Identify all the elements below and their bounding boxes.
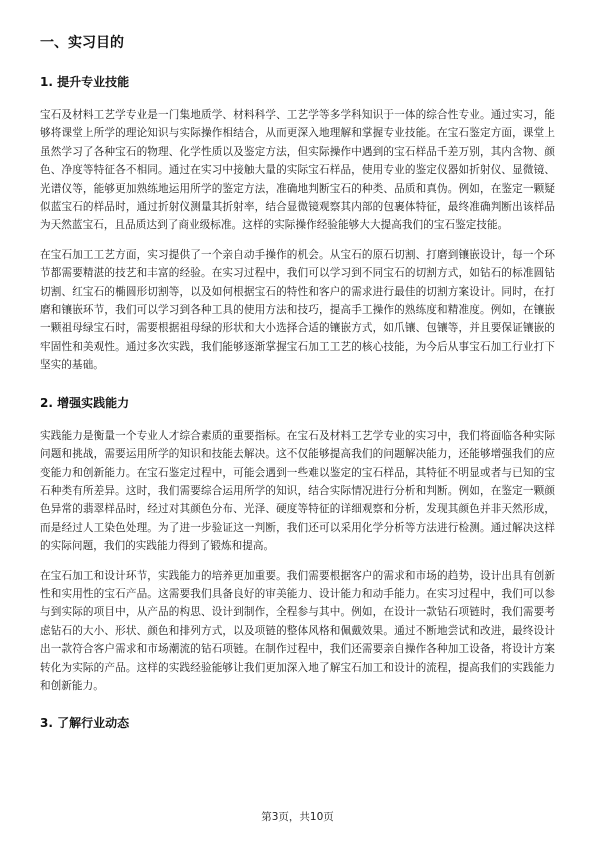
subsection-heading: 2. 增强实践能力 [40, 395, 130, 410]
body-paragraph: 宝石及材料工艺学专业是一门集地质学、材料科学、工艺学等多学科知识于一体的综合性专业。通过实习，能够将课堂上所学的理论知识与实际操作相结合，从而更深入地理解和掌握专业技能。在宝石鉴定方面，课堂上虽然学习了各种宝石的物理、化学性质以及鉴定方法，但实际操作中遇到的宝石样品千差万别，其内含物、颜色、净度等特征各不相同。通过在实习中接触大量的实际宝石样品，使用专业的鉴定仪器如折射仪、显微镜、光谱仪等，能够更加熟练地运用所学的鉴定方法，准确地判断宝石的种类、品质和真伪。例如，在鉴定一颗疑似蓝宝石的样品时，通过折射仪测量其折射率，结合显微镜观察其内部的包裹体特征，最终准确判断出该样品为天然蓝宝石，且品质达到了商业级标准。这样的实际操作经验能够大大提高我们的宝石鉴定技能。 [40, 109, 555, 232]
section-heading: 一、实习目的 [40, 35, 124, 51]
subsection-heading: 3. 了解行业动态 [40, 716, 130, 731]
body-paragraph: 在宝石加工和设计环节，实践能力的培养更加重要。我们需要根据客户的需求和市场的趋势，设计出具有创新性和实用性的宝石产品。这需要我们具备良好的审美能力、设计能力和动手能力。在实习过程中，我们可以参与到实际的项目中，从产品的构思、设计到制作，全程参与其中。例如，在设计一款钻石项链时，我们需要考虑钻石的大小、形状、颜色和排列方式，以及项链的整体风格和佩戴效果。通过不断地尝试和改进，最终设计出一款符合客户需求和市场潮流的钻石项链。在制作过程中，我们还需要亲自操作各种加工设备，将设计方案转化为实际的产品。这样的实践经验能够让我们更加深入地了解宝石加工和设计的流程，提高我们的实践能力和创新能力。 [40, 569, 555, 692]
body-paragraph: 实践能力是衡量一个专业人才综合素质的重要指标。在宝石及材料工艺学专业的实习中，我们将面临各种实际问题和挑战，需要运用所学的知识和技能去解决。这不仅能够提高我们的问题解决能力，还能够增强我们的应变能力和创新能力。在宝石鉴定过程中，可能会遇到一些难以鉴定的宝石样品，其特征不明显或者与已知的宝石种类有所差异。这时，我们需要综合运用所学的知识，结合实际情况进行分析和判断。例如，在鉴定一颗颜色异常的翡翠样品时，经过对其颜色分布、光泽、硬度等特征的详细观察和分析，发现其颜色并非天然形成，而是经过人工染色处理。为了进一步验证这一判断，我们还可以采用化学分析等方法进行检测。通过解决这样的实际问题，我们的实践能力得到了锻炼和提高。 [40, 429, 555, 553]
subsection-heading: 1. 提升专业技能 [40, 75, 130, 89]
page-number: 第3页，共10页 [261, 811, 334, 823]
body-paragraph: 在宝石加工工艺方面，实习提供了一个亲自动手操作的机会。从宝石的原石切割、打磨到镶嵌设计，每一个环节都需要精湛的技艺和丰富的经验。在实习过程中，我们可以学习到不同宝石的切割方式，如钻石的标准圆钻切割、红宝石的椭圆形切割等，以及如何根据宝石的特性和客户的需求进行最佳的切割方案设计。同时，在打磨和镶嵌环节，我们可以学习到各种工具的使用方法和技巧，提高手工操作的熟练度和精准度。例如，在镶嵌一颗祖母绿宝石时，需要根据祖母绿的形状和大小选择合适的镶嵌方式，如爪镶、包镶等，并且要保证镶嵌的牢固性和美观性。通过多次实践，我们能够逐渐掌握宝石加工工艺的核心技能，为今后从事宝石加工行业打下坚实的基础。 [40, 248, 555, 372]
